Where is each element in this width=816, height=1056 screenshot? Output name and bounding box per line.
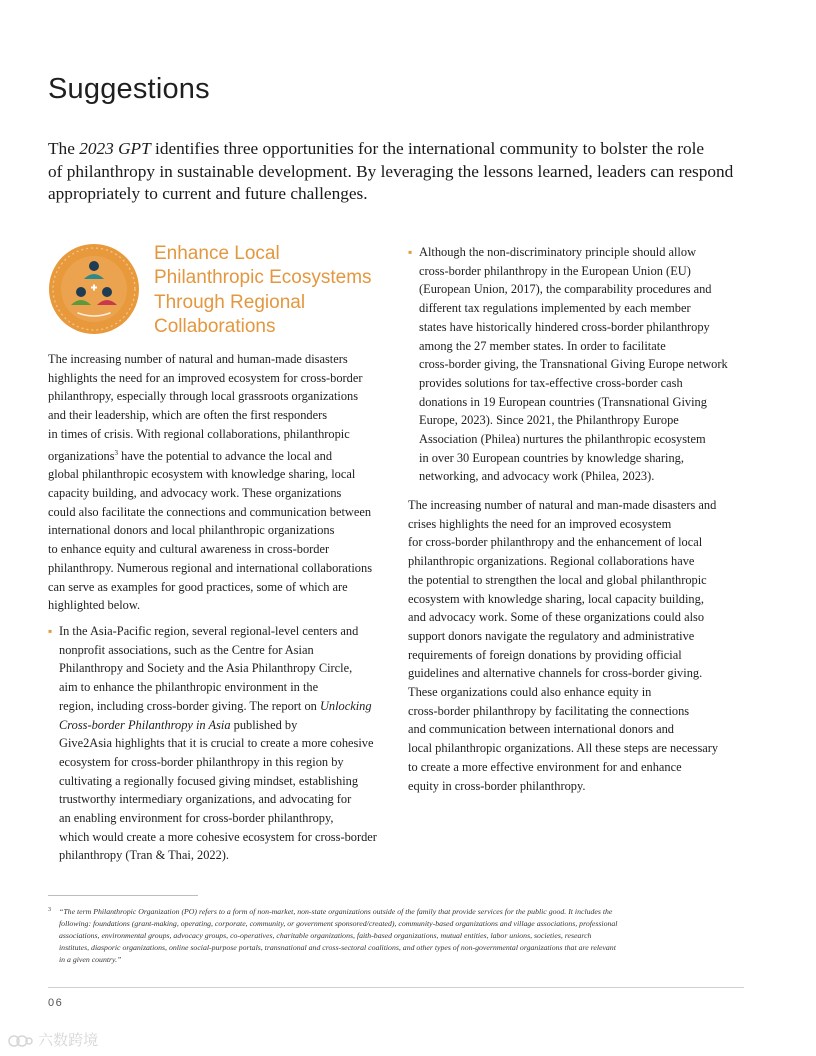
text-line: Although the non-discriminatory principle should allow	[419, 245, 697, 259]
text-segment: The	[48, 139, 80, 158]
heading-line: Collaborations	[154, 315, 276, 337]
text-line: philanthropy, especially through local grassroots organizations	[48, 389, 359, 404]
heading-line: Philanthropic Ecosystems	[154, 267, 372, 289]
intro-line	[48, 138, 748, 161]
text-line: cultivating a regionally focused giving mindset, establishing	[59, 773, 359, 788]
text-line: and their leadership, which are often the first responders	[48, 408, 328, 423]
left-paragraph	[48, 350, 393, 615]
text-line: associations, environmental groups, advocacy groups, co-operatives, charitable organizations, faith-based organizations, mutual entities, labor unions, societies, research	[59, 931, 592, 940]
text-line: requirements of foreign donations by providing official	[408, 647, 682, 662]
watermark-logo-icon	[8, 1033, 34, 1049]
text-line: In the Asia-Pacific region, several regional-level centers and	[59, 624, 359, 638]
text-line: to enhance equity and cultural awareness in cross-border	[48, 542, 330, 557]
page-number: 06	[48, 997, 64, 1009]
text-line: ecosystem with knowledge sharing, local capacity building,	[408, 591, 704, 606]
text-segment: appropriately to current and future challenges.	[48, 184, 368, 203]
text-line: can serve as examples for good practices, some of which are	[48, 579, 348, 594]
text-line: and communication between international donors and	[408, 722, 674, 737]
text-segment: have the potential to advance the local and	[118, 448, 333, 463]
text-line: the potential to strengthen the local and global philanthropic	[408, 572, 707, 587]
right-bullet-item	[408, 243, 748, 486]
text-line: The increasing number of natural and human-made disasters	[48, 352, 348, 366]
text-line: guidelines and alternative channels for cross-border giving.	[408, 666, 703, 681]
intro-line	[48, 183, 748, 206]
right-paragraph	[408, 496, 748, 795]
text-line: provides solutions for tax-effective cross-border cash	[419, 375, 683, 390]
report-name: 2023 GPT	[79, 139, 151, 158]
intro-line	[48, 161, 748, 184]
text-line: in a given country.”	[59, 955, 122, 964]
people-collaboration-icon	[48, 243, 140, 335]
text-line: could also facilitate the connections and communication between	[48, 504, 372, 519]
text-line: Give2Asia highlights that it is crucial to create a more cohesive	[59, 736, 374, 751]
text-line: local philanthropic organizations. All these steps are necessary	[408, 741, 719, 756]
footnote-reference: 3	[114, 448, 119, 457]
heading-line: Enhance Local	[154, 243, 280, 264]
text-line: “The term Philanthropic Organization (PO) refers to a form of non-market, non-state organizations outside of the family that provide services for the public good. It includes the	[59, 907, 613, 916]
page-divider	[48, 987, 744, 988]
text-line: global philanthropic ecosystem with knowledge sharing, local	[48, 467, 356, 482]
text-line: institutes, diasporic organizations, online social-purpose portals, transnational and cross-sectoral coalitions, and other types of non-governmental organizations that are relevant	[59, 943, 616, 952]
text-line: crises highlights the need for an improved ecosystem	[408, 516, 672, 531]
text-line	[48, 444, 393, 466]
text-line: which would create a more cohesive ecosystem for cross-border	[59, 829, 377, 844]
text-segment: region, including cross-border giving. The report on	[59, 698, 320, 713]
emphasis-text: Cross-border Philanthropy in Asia	[59, 717, 231, 732]
text-line: in over 30 European countries by knowledge sharing,	[419, 450, 684, 465]
text-line: and advocacy work. Some of these organizations could also	[408, 610, 705, 625]
text-line: highlights the need for an improved ecosystem for cross-border	[48, 370, 363, 385]
text-line: ecosystem for cross-border philanthropy in this region by	[59, 754, 344, 769]
text-line: aim to enhance the philanthropic environment in the	[59, 680, 319, 695]
text-line: an enabling environment for cross-border philanthropy,	[59, 811, 334, 826]
text-line: highlighted below.	[48, 598, 141, 613]
text-line: donations in 19 European countries (Transnational Giving	[419, 394, 707, 409]
text-line: philanthropy. Numerous regional and international collaborations	[48, 560, 373, 575]
text-line: in times of crisis. With regional collaborations, philanthropic	[48, 426, 350, 441]
watermark	[8, 1029, 98, 1050]
text-line: following: foundations (grant-making, operating, corporate, community, or government sponsored/created), community-based organizations and village associations, professional	[59, 919, 618, 928]
text-line: equity in cross-border philanthropy.	[408, 778, 586, 793]
text-line: Philanthropy and Society and the Asia Philanthropy Circle,	[59, 661, 353, 676]
watermark-text: 六数跨境	[38, 1032, 99, 1049]
text-line: states have historically hindered cross-border philanthropy	[419, 319, 710, 334]
page-title: Suggestions	[48, 73, 210, 106]
text-line: cross-border philanthropy in the European Union (EU)	[419, 263, 691, 278]
text-line	[59, 697, 393, 716]
footnote	[48, 906, 748, 966]
text-line	[59, 716, 393, 735]
text-line: for cross-border philanthropy and the enhancement of local	[408, 535, 703, 550]
text-segment: published by	[230, 717, 298, 732]
text-line: capacity building, and advocacy work. These organizations	[48, 486, 342, 501]
bullet-icon: ▪	[48, 624, 53, 638]
text-line: Association (Philea) nurtures the philanthropic ecosystem	[419, 432, 706, 447]
text-line: international donors and local philanthropic organizations	[48, 523, 335, 538]
text-line: Europe, 2023). Since 2021, the Philanthropy Europe	[419, 413, 679, 428]
text-line: support donors navigate the regulatory and administrative	[408, 628, 695, 643]
emphasis-text: Unlocking	[319, 698, 372, 713]
text-line: among the 27 member states. In order to facilitate	[419, 338, 666, 353]
text-segment: organizations	[48, 448, 115, 463]
heading-line: Through Regional	[154, 291, 306, 313]
text-line: philanthropic organizations. Regional collaborations have	[408, 554, 695, 569]
bullet-icon: ▪	[408, 245, 413, 259]
intro-paragraph	[48, 138, 748, 206]
text-line: cross-border giving, the Transnational Giving Europe network	[419, 357, 728, 372]
text-line: The increasing number of natural and man-made disasters and	[408, 498, 717, 512]
text-line: These organizations could also enhance equity in	[408, 685, 652, 700]
left-bullet-item	[48, 622, 393, 865]
footnote-divider	[48, 895, 198, 896]
text-line: different tax regulations implemented by each member	[419, 301, 691, 316]
text-line: (European Union, 2017), the comparability procedures and	[419, 282, 712, 297]
text-segment: of philanthropy in sustainable development. By leveraging the lessons learned, leaders can respond	[48, 161, 734, 181]
text-line: networking, and advocacy work (Philea, 2023).	[419, 469, 655, 484]
text-line: to create a more effective environment for and enhance	[408, 759, 682, 774]
section-heading	[154, 242, 394, 339]
text-line: nonprofit associations, such as the Centre for Asian	[59, 642, 314, 657]
text-line: trustworthy intermediary organizations, and advocating for	[59, 792, 352, 807]
footnote-marker: 3	[48, 907, 51, 913]
text-segment: identifies three opportunities for the international community to bolster the role	[150, 139, 705, 158]
text-line: philanthropy (Tran & Thai, 2022).	[59, 848, 230, 863]
text-line: cross-border philanthropy by facilitating the connections	[408, 703, 690, 718]
